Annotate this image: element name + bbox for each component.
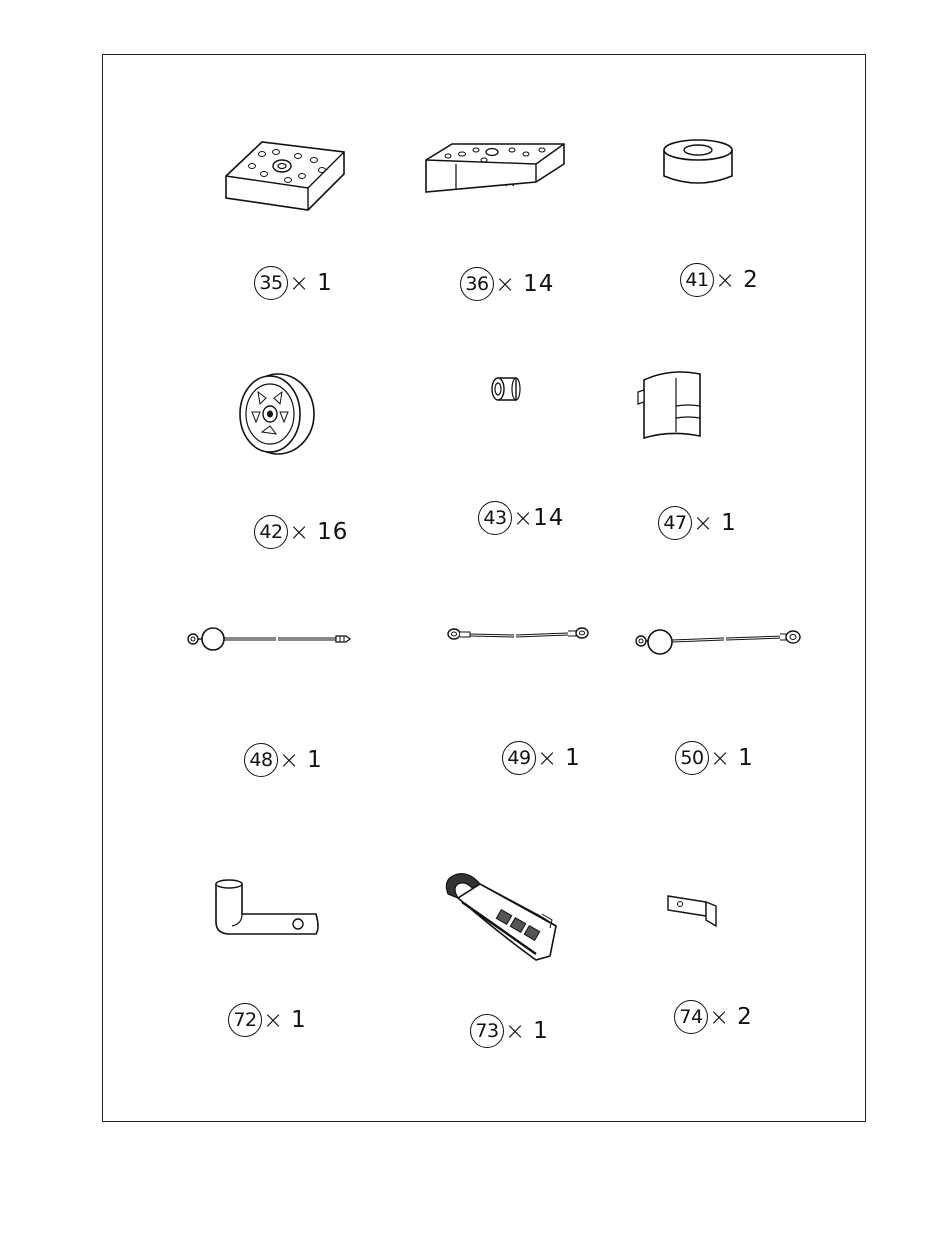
multiply-sign: ×	[709, 1003, 730, 1031]
part-quantity: 16	[317, 519, 349, 545]
l-pin-icon	[212, 876, 322, 940]
part-quantity: 1	[317, 270, 333, 296]
long-plate-icon	[422, 138, 568, 196]
multiply-sign: ×	[710, 744, 731, 772]
part-number: 50	[675, 741, 709, 775]
part-quantity: 14	[533, 505, 565, 531]
part-number: 74	[674, 1000, 708, 1034]
combination-lock-icon	[440, 870, 564, 964]
multiply-sign: ×	[289, 269, 310, 297]
part-number: 43	[478, 501, 512, 535]
rectangular-plate-icon	[222, 138, 348, 214]
part-number: 72	[228, 1003, 262, 1037]
rubber-foot-icon	[660, 136, 736, 188]
part-number: 48	[244, 743, 278, 777]
part-number: 41	[680, 263, 714, 297]
part-quantity: 1	[721, 510, 737, 536]
part-number: 35	[254, 266, 288, 300]
multiply-sign: ×	[289, 518, 310, 546]
part-number: 47	[658, 506, 692, 540]
multiply-sign: ×	[715, 266, 736, 294]
part-quantity: 1	[738, 745, 754, 771]
part-quantity: 2	[743, 267, 759, 293]
part-number: 73	[470, 1014, 504, 1048]
part-quantity: 1	[533, 1018, 549, 1044]
part-number: 36	[460, 267, 494, 301]
curved-sleeve-icon	[634, 366, 706, 442]
multiply-sign: ×	[263, 1006, 284, 1034]
part-quantity: 2	[737, 1004, 753, 1030]
part-number: 42	[254, 515, 288, 549]
multiply-sign: ×	[513, 504, 534, 532]
part-quantity: 1	[307, 747, 323, 773]
multiply-sign: ×	[495, 270, 516, 298]
multiply-sign: ×	[279, 746, 300, 774]
cable-icon	[444, 624, 592, 646]
part-quantity: 1	[565, 745, 581, 771]
cable-with-ball-icon	[634, 624, 804, 658]
multiply-sign: ×	[537, 744, 558, 772]
pulley-icon	[238, 372, 318, 456]
multiply-sign: ×	[693, 509, 714, 537]
bracket-tab-icon	[666, 894, 720, 928]
part-number: 49	[502, 741, 536, 775]
cable-with-ball-icon	[186, 624, 356, 654]
part-quantity: 1	[291, 1007, 307, 1033]
bushing-icon	[488, 374, 524, 404]
part-quantity: 14	[523, 271, 555, 297]
multiply-sign: ×	[505, 1017, 526, 1045]
